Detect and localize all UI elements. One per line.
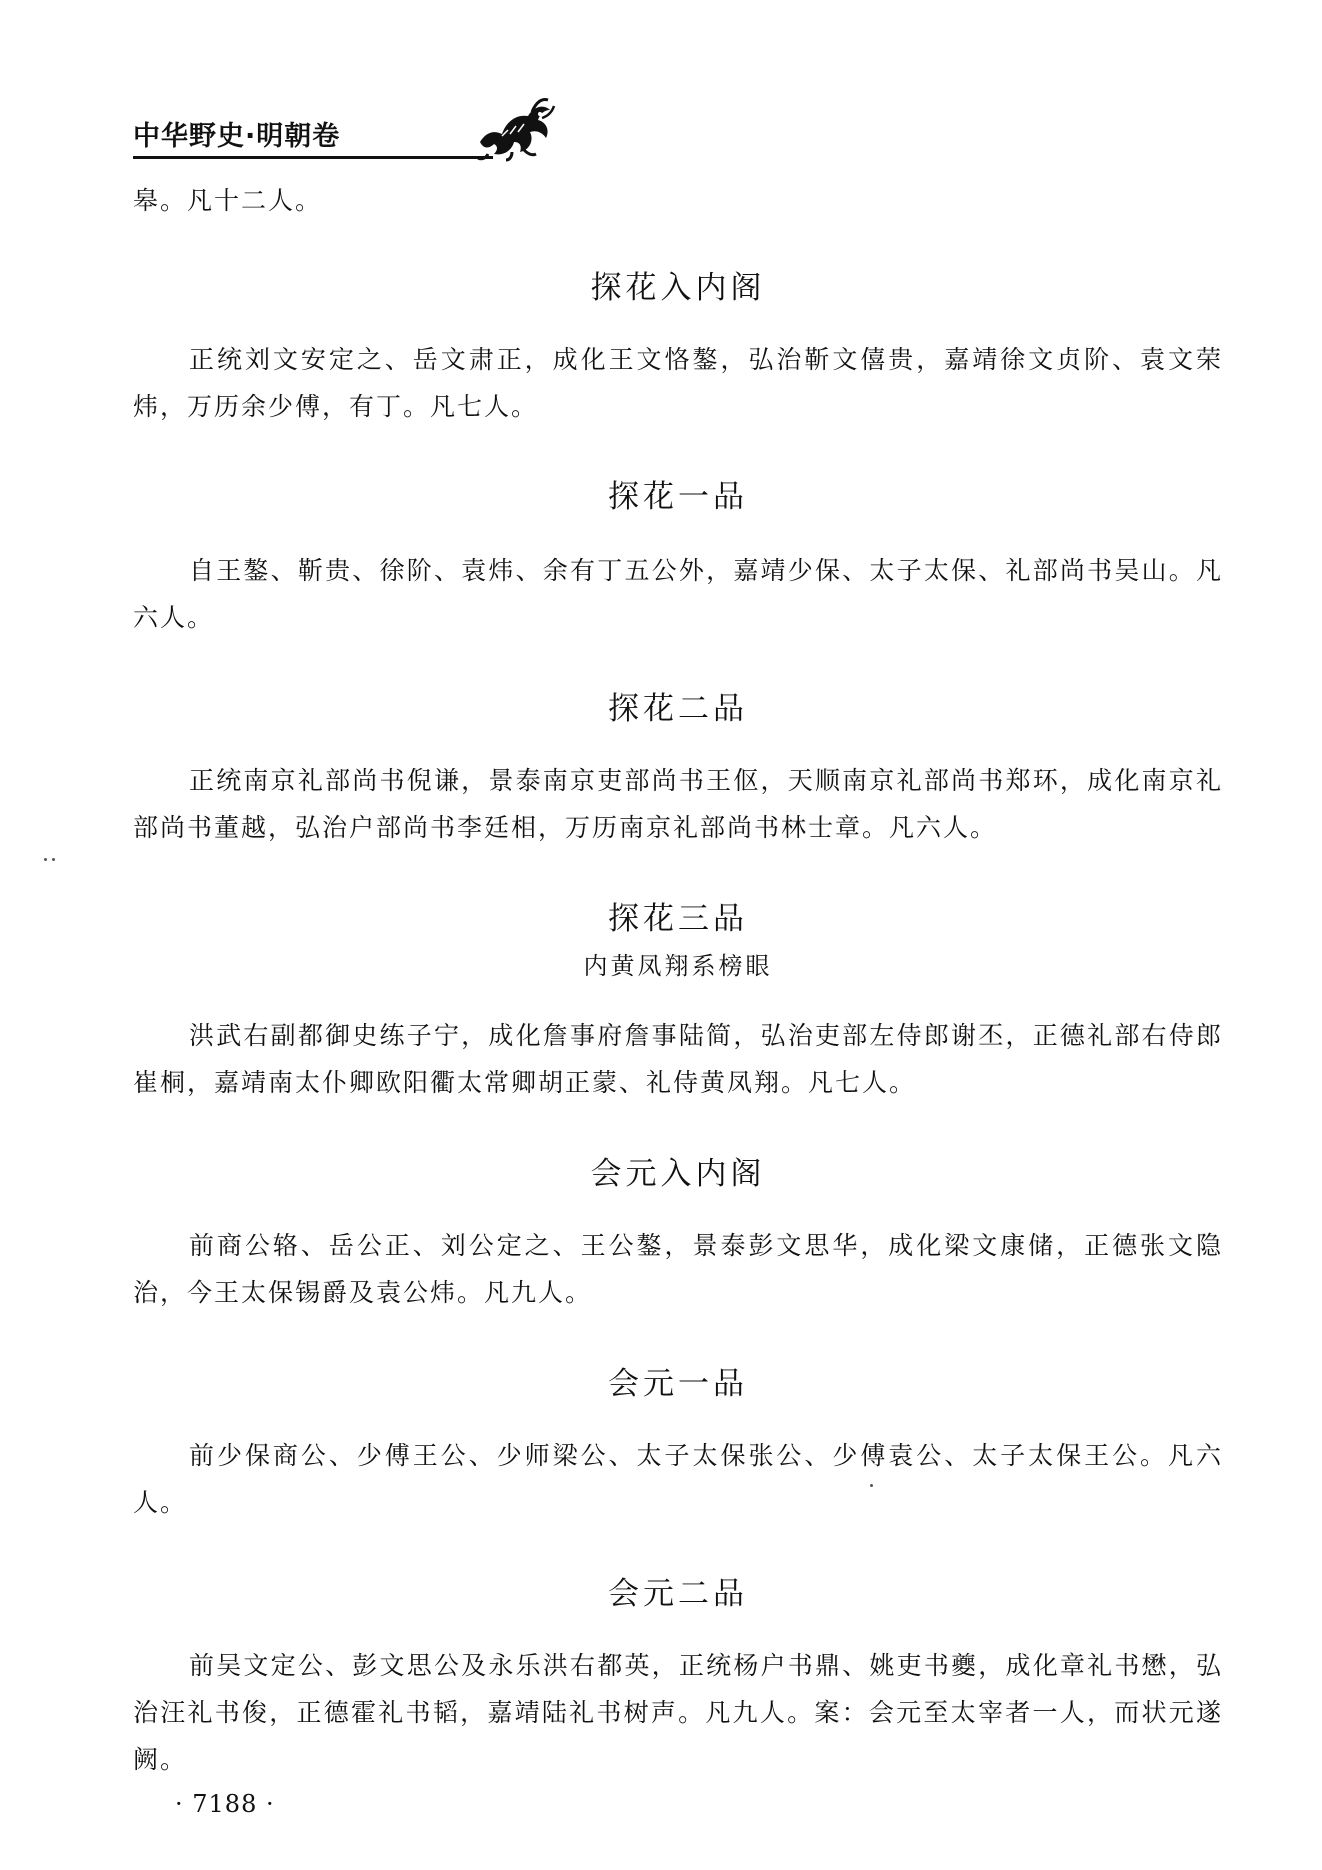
book-title: 中华野史·明朝卷 [133, 121, 341, 152]
scan-speck [44, 858, 47, 861]
section-heading: 探花一品 [608, 479, 748, 515]
section-heading: 探花三品 [608, 901, 748, 937]
section-paragraph: 前商公辂、岳公正、刘公定之、王公鏊，景泰彭文思华，成化梁文康储，正德张文隐治，今王太保锡爵及袁公炜。凡九人。 [133, 1231, 1223, 1307]
scan-speck [52, 858, 55, 861]
header-rule [133, 156, 493, 159]
scan-speck [870, 1484, 873, 1487]
section-paragraph: 正统南京礼部尚书倪谦，景泰南京吏部尚书王伛，天顺南京礼部尚书郑环，成化南京礼部尚书董越，弘治户部尚书李廷相，万历南京礼部尚书林士章。凡六人。 [133, 766, 1223, 842]
section-heading: 会元二品 [608, 1576, 748, 1612]
section-paragraph: 正统刘文安定之、岳文肃正，成化王文恪鏊，弘治靳文僖贵，嘉靖徐文贞阶、袁文荣炜，万历余少傅，有丁。凡七人。 [133, 345, 1223, 421]
section-paragraph: 前吴文定公、彭文思公及永乐洪右都英，正统杨户书鼎、姚吏书夔，成化章礼书懋，弘治汪礼书俊，正德霍礼书韬，嘉靖陆礼书树声。凡九人。案：会元至太宰者一人，而状元遂阙。 [133, 1651, 1223, 1774]
section-heading: 会元一品 [608, 1366, 748, 1402]
section-paragraph: 前少保商公、少傅王公、少师梁公、太子太保张公、少傅袁公、太子太保王公。凡六人。 [133, 1441, 1223, 1517]
section-paragraph: 洪武右副都御史练子宁，成化詹事府詹事陆简，弘治吏部左侍郎谢丕，正德礼部右侍郎崔桐，嘉靖南太仆卿欧阳衢太常卿胡正蒙、礼侍黄凤翔。凡七人。 [133, 1021, 1223, 1097]
page-number: · 7188 · [175, 1790, 275, 1818]
section-heading: 探花入内阁 [590, 270, 766, 306]
section-subheading: 内黄凤翔系榜眼 [583, 952, 773, 980]
section-heading: 会元入内阁 [590, 1156, 766, 1192]
dragon-emblem-icon [472, 92, 556, 162]
section-paragraph: 自王鏊、靳贵、徐阶、袁炜、余有丁五公外，嘉靖少保、太子太保、礼部尚书吴山。凡六人。 [133, 556, 1223, 632]
opening-line: 皋。凡十二人。 [133, 186, 323, 215]
section-heading: 探花二品 [608, 691, 748, 727]
